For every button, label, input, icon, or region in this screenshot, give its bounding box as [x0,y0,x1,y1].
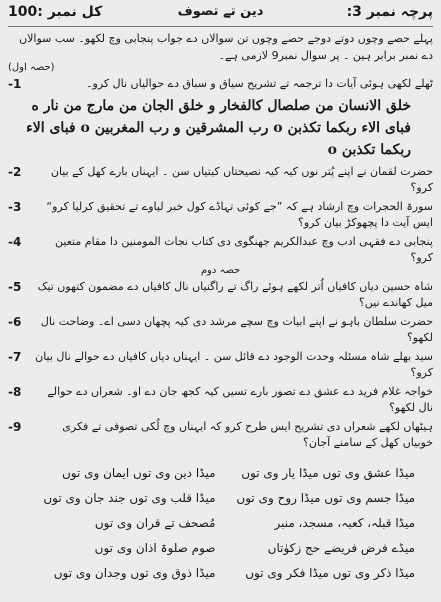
question-number: -7 [8,350,22,364]
question-4 [8,234,433,266]
question-text: حضرت لقمان نے اپنے پُتر نوں کیہ کیہ نصیحتاں کیتیاں سن ۔ ایہناں بارے کھل کے بیان کرو؟ [50,165,433,194]
arabic-verse: خلق الانسان من صلصال كالفخار و خلق الجان من مارج من نار ه فبای الاء ربكما تكذبن o رب المشرقين و رب المغربين o فبای الاء ربكما تكذبن o [26,98,411,158]
verse-line: میڈا قبلہ، کعبہ، مسجد، منبر [274,516,415,530]
question-text: ٹھلے لکھی ہوئی آیات دا ترجمہ تے تشریح سیاق و سباق دے حوالیاں نال کرو۔ [86,77,433,90]
question-text: سید بھلے شاہ مسئلہ وحدت الوجود دے قائل سن ۔ ایہناں دیاں کافیاں دے حوالے نال بیان کرو؟ [35,350,433,379]
question-7 [8,349,433,381]
question-5 [8,279,433,311]
poem-right-column [216,461,434,586]
verse-line: میڈا قلب وی توں جند جان وی توں [43,491,216,505]
question-number: -8 [8,385,22,399]
question-1 [8,76,433,92]
question-text: حضرت سلطان باہو نے اپنے ابیات وچ سچے مرشد دی کیہ پچھان دسی اے۔ وضاحت نال لکھو؟ [40,315,433,344]
paper-number: پرچہ نمبر 3: [346,4,433,20]
subject-title: دین تے تصوف [177,4,264,19]
question-6 [8,314,433,346]
question-9 [8,419,433,451]
question-text: شاہ حسین دیاں کافیاں اُتر لکھے ہوئے راگ تے راگنیاں نال کافیاں دے مضمون کتھوں تیک میل کھاندے نیں؟ [37,280,433,309]
question-text: ہیٹھاں لکھے شعراں دی تشریح ایس طرح کرو کہ ایہناں وچ لُکی تصوفی تے فکری خوبیاں کھل کے سامنے آجان؟ [62,420,433,449]
question-number: -3 [8,200,22,214]
verse-line: میڈا جسم وی توں میڈا روح وی توں [236,491,415,505]
paper-header [8,4,433,27]
verse-line: صوم صلوۃ اذان وی توں [94,541,216,555]
verse-line: میڈا ذکر وی توں میڈا فکر وی توں [245,566,415,580]
question-text: خواجہ غلام فرید دے عشق دے تصور بارے تسیں کیہ کجھ جان دے او۔ شعراں دے حوالے نال لکھو؟ [47,385,433,414]
question-number: -2 [8,165,22,179]
question-2 [8,164,433,196]
instructions: پہلے حصے وچوں دوتے دوجے حصے وچوں تن سوالاں دے جواب پنجابی وچ لکھو۔ سب سوالاں دے نمبر برابر ہین ۔ پر سوال نمبر9 لازمی ہے۔ [19,32,433,62]
question-text: سورۃ الحجرات وچ ارشاد ہے کہ ”جے کوئی تہاڈے کول خبر لیاوے تے تحقیق کرلیا کرو“ ایس آیت دا پچھوکڑ بیان کرو؟ [46,200,433,229]
verse-line: میڈا دین وی توں ایمان وی توں [61,466,216,480]
poem-left-column [8,461,216,586]
verse-line: مُصحف تے قران وی توں [94,516,216,530]
question-number: -5 [8,280,22,294]
part-two-heading: حصہ دوم [200,265,241,276]
question-number: -6 [8,315,22,329]
question-3 [8,199,433,231]
verse-line: میڈا ذوق وی توں وجدان وی توں [53,566,216,580]
total-marks: کل نمبر :100 [8,4,103,20]
question-8 [8,384,433,416]
question-number: -4 [8,235,22,249]
verse-line: میڈے فرض فریضے حج زکوٰتاں [267,541,415,555]
question-number: -1 [8,77,22,91]
verse-line: میڈا عشق وی توں میڈا یار وی توں [241,466,415,480]
question-number: -9 [8,420,22,434]
question-text: پنجابی دے فقہی ادب وچ عبدالکریم جھنگوی دی کتاب نجات المومنین دا مقام متعین کرو؟ [55,235,433,264]
part-one-heading: (حصہ اول) [8,62,55,73]
poem-block [8,461,433,586]
